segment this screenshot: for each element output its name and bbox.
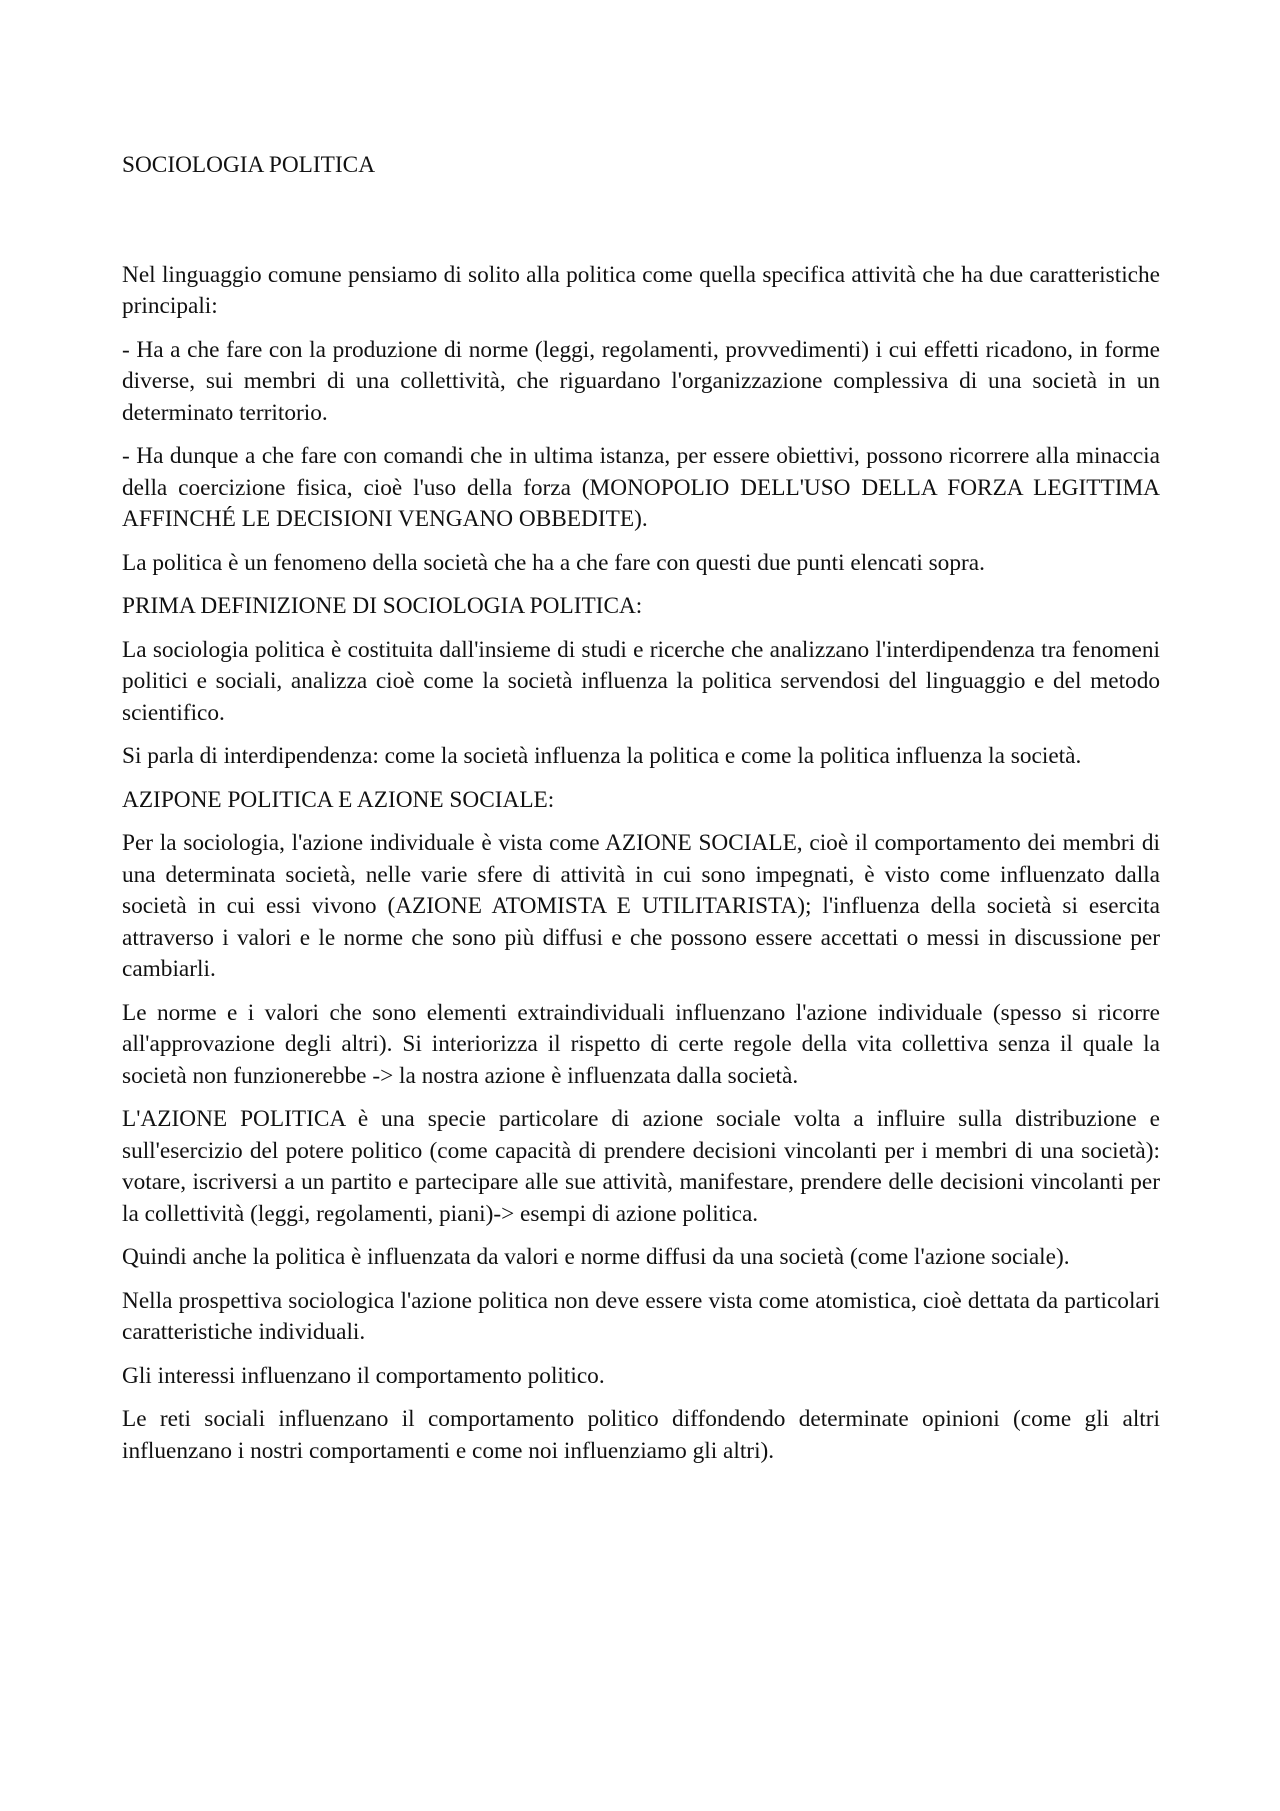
section-heading-action: AZIPONE POLITICA E AZIONE SOCIALE:: [122, 786, 555, 813]
paragraph-politics-influenced: Quindi anche la politica è influenzata da valori e norme diffusi da una società (come l'azione sociale).: [122, 1244, 1070, 1270]
paragraph-sociological-perspective: Nella prospettiva sociologica l'azione politica non deve essere vista come atomistica, cioè dettata da particolari caratteristiche individuali.: [122, 1287, 1160, 1345]
paragraph-definition: La sociologia politica è costituita dall'insieme di studi e ricerche che analizzano l'interdipendenza tra fenomeni politici e sociali, analizza cioè come la società influenza la politica servendosi del linguaggio e del metodo scientifico.: [122, 636, 1160, 726]
paragraph-interdependence: Si parla di interdipendenza: come la società influenza la politica e come la politica influenza la società.: [122, 743, 1082, 769]
section-heading-definition: PRIMA DEFINIZIONE DI SOCIOLOGIA POLITICA:: [122, 593, 643, 619]
document-body: [122, 150, 1160, 1479]
paragraph-point-force: - Ha dunque a che fare con comandi che in ultima istanza, per essere obiettivi, possono ricorrere alla minaccia della coercizione fisica, cioè l'uso della forza (MONOPOLIO DELL'USO DELLA FORZA LEGITTIMA AFFINCHÉ LE DECISIONI VENGANO OBBEDITE).: [122, 443, 1160, 532]
paragraph-social-action: Per la sociologia, l'azione individuale è vista come AZIONE SOCIALE, cioè il comportamento dei membri di una determinata società, nelle varie sfere di attività in cui sono impegnati, è visto come influenzato dalla società in cui essi vivono (AZIONE ATOMISTA E UTILITARISTA); l'influenza della società si esercita attraverso i valori e le norme che sono più diffusi e che possono essere accettati o messi in discussione per cambiarli.: [122, 830, 1160, 982]
paragraph-point-norms: - Ha a che fare con la produzione di norme (leggi, regolamenti, provvedimenti) i cui effetti ricadono, in forme diverse, sui membri di una collettività, che riguardano l'organizzazione complessiva di una società in un determinato territorio.: [122, 336, 1160, 426]
paragraph-social-networks: Le reti sociali influenzano il comportamento politico diffondendo determinate opinioni (come gli altri influenzano i nostri comportamenti e come noi influenziamo gli altri).: [122, 1406, 1160, 1464]
paragraph-political-action: L'AZIONE POLITICA è una specie particolare di azione sociale volta a influire sulla distribuzione e sull'esercizio del potere politico (come capacità di prendere decisioni vincolanti per i membri di una società): votare, iscriversi a un partito e partecipare alle sue attività, manifestare, prendere delle decisioni vincolanti per la collettività (leggi, regolamenti, piani)-> esempi di azione politica.: [122, 1106, 1160, 1227]
paragraph-summary: La politica è un fenomeno della società che ha a che fare con questi due punti elencati sopra.: [122, 549, 985, 576]
paragraph-interests: Gli interessi influenzano il comportamento politico.: [122, 1362, 605, 1389]
paragraph-intro: Nel linguaggio comune pensiamo di solito alla politica come quella specifica attività che ha due caratteristiche principali:: [122, 261, 1160, 319]
paragraph-norms-values: Le norme e i valori che sono elementi extraindividuali influenzano l'azione individuale (spesso si ricorre all'approvazione degli altri). Si interiorizza il rispetto di certe regole della vita collettiva senza il quale la società non funzionerebbe -> la nostra azione è influenzata dalla società.: [122, 999, 1160, 1089]
document-title: SOCIOLOGIA POLITICA: [122, 152, 376, 178]
